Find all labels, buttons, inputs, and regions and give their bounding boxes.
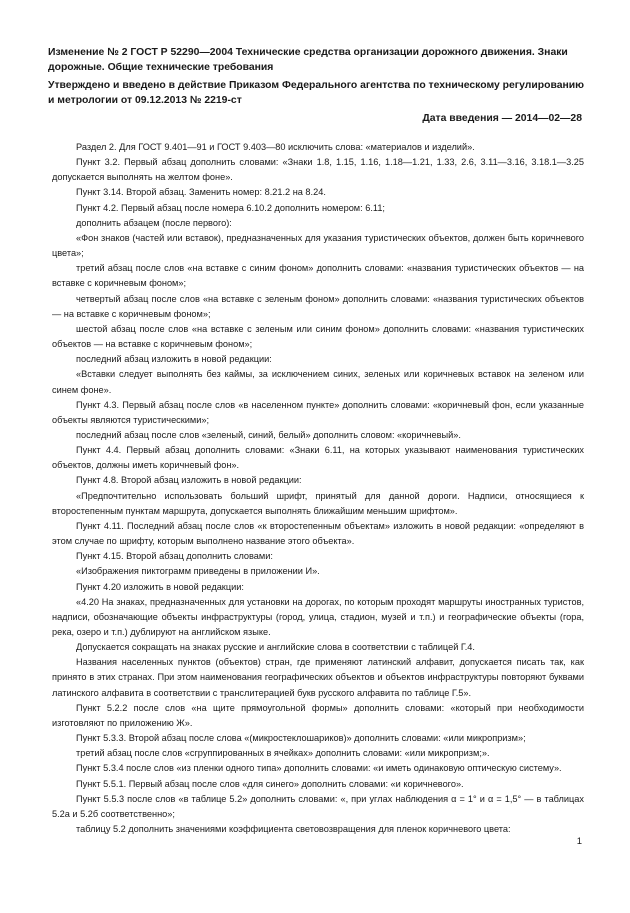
body-paragraph: третий абзац после слов «на вставке с синим фоном» дополнить словами: «названия туристических объектов — на вставке с коричневым фоном»; [52,263,584,289]
body-paragraph: шестой абзац после слов «на вставке с зеленым или синим фоном» дополнить словами: «названия туристических объектов — на вставке с коричневым фоном»; [52,323,584,350]
body-paragraph: «Фон знаков (частей или вставок), предназначенных для указания туристических объектов, должен быть коричневого цвета»; [52,232,584,259]
body-paragraph: Пункт 3.2. Первый абзац дополнить словами: «Знаки 1.8, 1.15, 1.16, 1.18—1.21, 1.33, 2.6, 3.11—3.16, 3.18.1—3.25 допускается выполнять на желтом фоне». [52,157,584,183]
body-paragraph: четвертый абзац после слов «на вставке с зеленым фоном» дополнить словами: «названия туристических объектов — на вставке с коричневым фоном»; [52,293,584,319]
body-paragraph: Раздел 2. Для ГОСТ 9.401—91 и ГОСТ 9.403—80 исключить слова: «материалов и изделий». [76,142,475,152]
body-paragraph: Названия населенных пунктов (объектов) стран, где применяют латинский алфавит, допускается писать так, как принято в этих странах. При этом наименования географических объектов и объектов инфраструктуры повторяют буквами латинского алфавита в соответствии с транслитерацией букв русского алфавита по таблице Г.5». [52,657,584,698]
body-paragraph: третий абзац после слов «сгруппированных в ячейках» дополнить словами: «или микропризм;». [76,748,490,759]
body-paragraph: Пункт 4.20 изложить в новой редакции: [76,581,244,592]
body-paragraph: Пункт 4.8. Второй абзац изложить в новой редакции: [76,475,302,486]
body-paragraph: дополнить абзацем (после первого): [76,217,232,228]
body-paragraph: «Вставки следует выполнять без каймы, за исключением синих, зеленых или коричневых вставок на зеленом или синем фоне». [52,369,584,395]
body-paragraph: Пункт 3.14. Второй абзац. Заменить номер: 8.21.2 на 8.24. [76,187,326,198]
effective-date: Дата введения — 2014—02—28 [422,113,582,124]
approval-statement: Утверждено и введено в действие Приказом Федерального агентства по техническому регулированию и метрологии от 09.12.2013 № 2219-ст [48,80,585,106]
body-paragraph: Пункт 4.4. Первый абзац дополнить словами: «Знаки 6.11, на которых указывают наименования туристических объектов, должны иметь коричневый фон». [52,445,584,471]
document-body [52,140,584,837]
body-paragraph: Пункт 4.3. Первый абзац после слов «в населенном пункте» дополнить словами: «коричневый фон, если указанные объекты являются туристическими»; [52,399,584,425]
body-paragraph: Пункт 5.3.3. Второй абзац после слова «(микростеклошариков)» дополнить словами: «или микропризм»; [76,733,526,744]
amendment-title: Изменение № 2 ГОСТ Р 52290—2004 Технические средства организации дорожного движения. Знаки дорожные. Общие технические требования [48,47,568,73]
body-paragraph: последний абзац после слов «зеленый, синий, белый» дополнить словом: «коричневый». [76,429,461,440]
body-paragraph: Пункт 5.5.1. Первый абзац после слов «для синего» дополнить словами: «и коричневого». [76,778,464,789]
body-paragraph: «4.20 На знаках, предназначенных для установки на дорогах, по которым проходят маршруты иностранных туристов, надписи, обозначающие объекты инфраструктуры (город, улица, стадион, музей и т.п.) и географические объекты (гора, река, озеро и т.п.) дублируют на английском языке. [52,596,584,637]
body-paragraph: Пункт 5.3.4 после слов «из пленки одного типа» дополнить словами: «и иметь одинаковую оптическую систему». [76,763,562,774]
body-paragraph: Пункт 5.5.3 после слов «в таблице 5.2» дополнить словами: «, при углах наблюдения α = 1° и α = 1,5° — в таблицах 5.2а и 5.2б соответственно»; [52,793,584,819]
page-number: 1 [576,836,582,847]
body-paragraph: Пункт 5.2.2 после слов «на щите прямоугольной формы» дополнить словами: «который при необходимости изготовляют по приложению Ж». [52,702,584,728]
body-paragraph: «Изображения пиктограмм приведены в приложении И». [76,566,320,577]
body-paragraph: Пункт 4.11. Последний абзац после слов «к второстепенным объектам» изложить в новой редакции: «определяют в этом случае по шрифту, которым выполнено название этого объекта». [52,520,584,547]
body-paragraph: таблицу 5.2 дополнить значениями коэффициента световозвращения для пленок коричневого цвета: [76,824,511,835]
body-paragraph: последний абзац изложить в новой редакции: [76,354,272,365]
body-paragraph: Пункт 4.15. Второй абзац дополнить словами: [76,551,273,562]
body-paragraph: Пункт 4.2. Первый абзац после номера 6.10.2 дополнить номером: 6.11; [76,202,385,213]
body-paragraph: «Предпочтительно использовать больший шрифт, принятый для данной дороги. Надписи, относящиеся к второстепенным пунктам маршрута, допускается выполнять ближайшим меньшим шрифтом». [52,490,584,516]
body-paragraph: Допускается сокращать на знаках русские и английские слова в соответствии с таблицей Г.4. [76,642,475,653]
